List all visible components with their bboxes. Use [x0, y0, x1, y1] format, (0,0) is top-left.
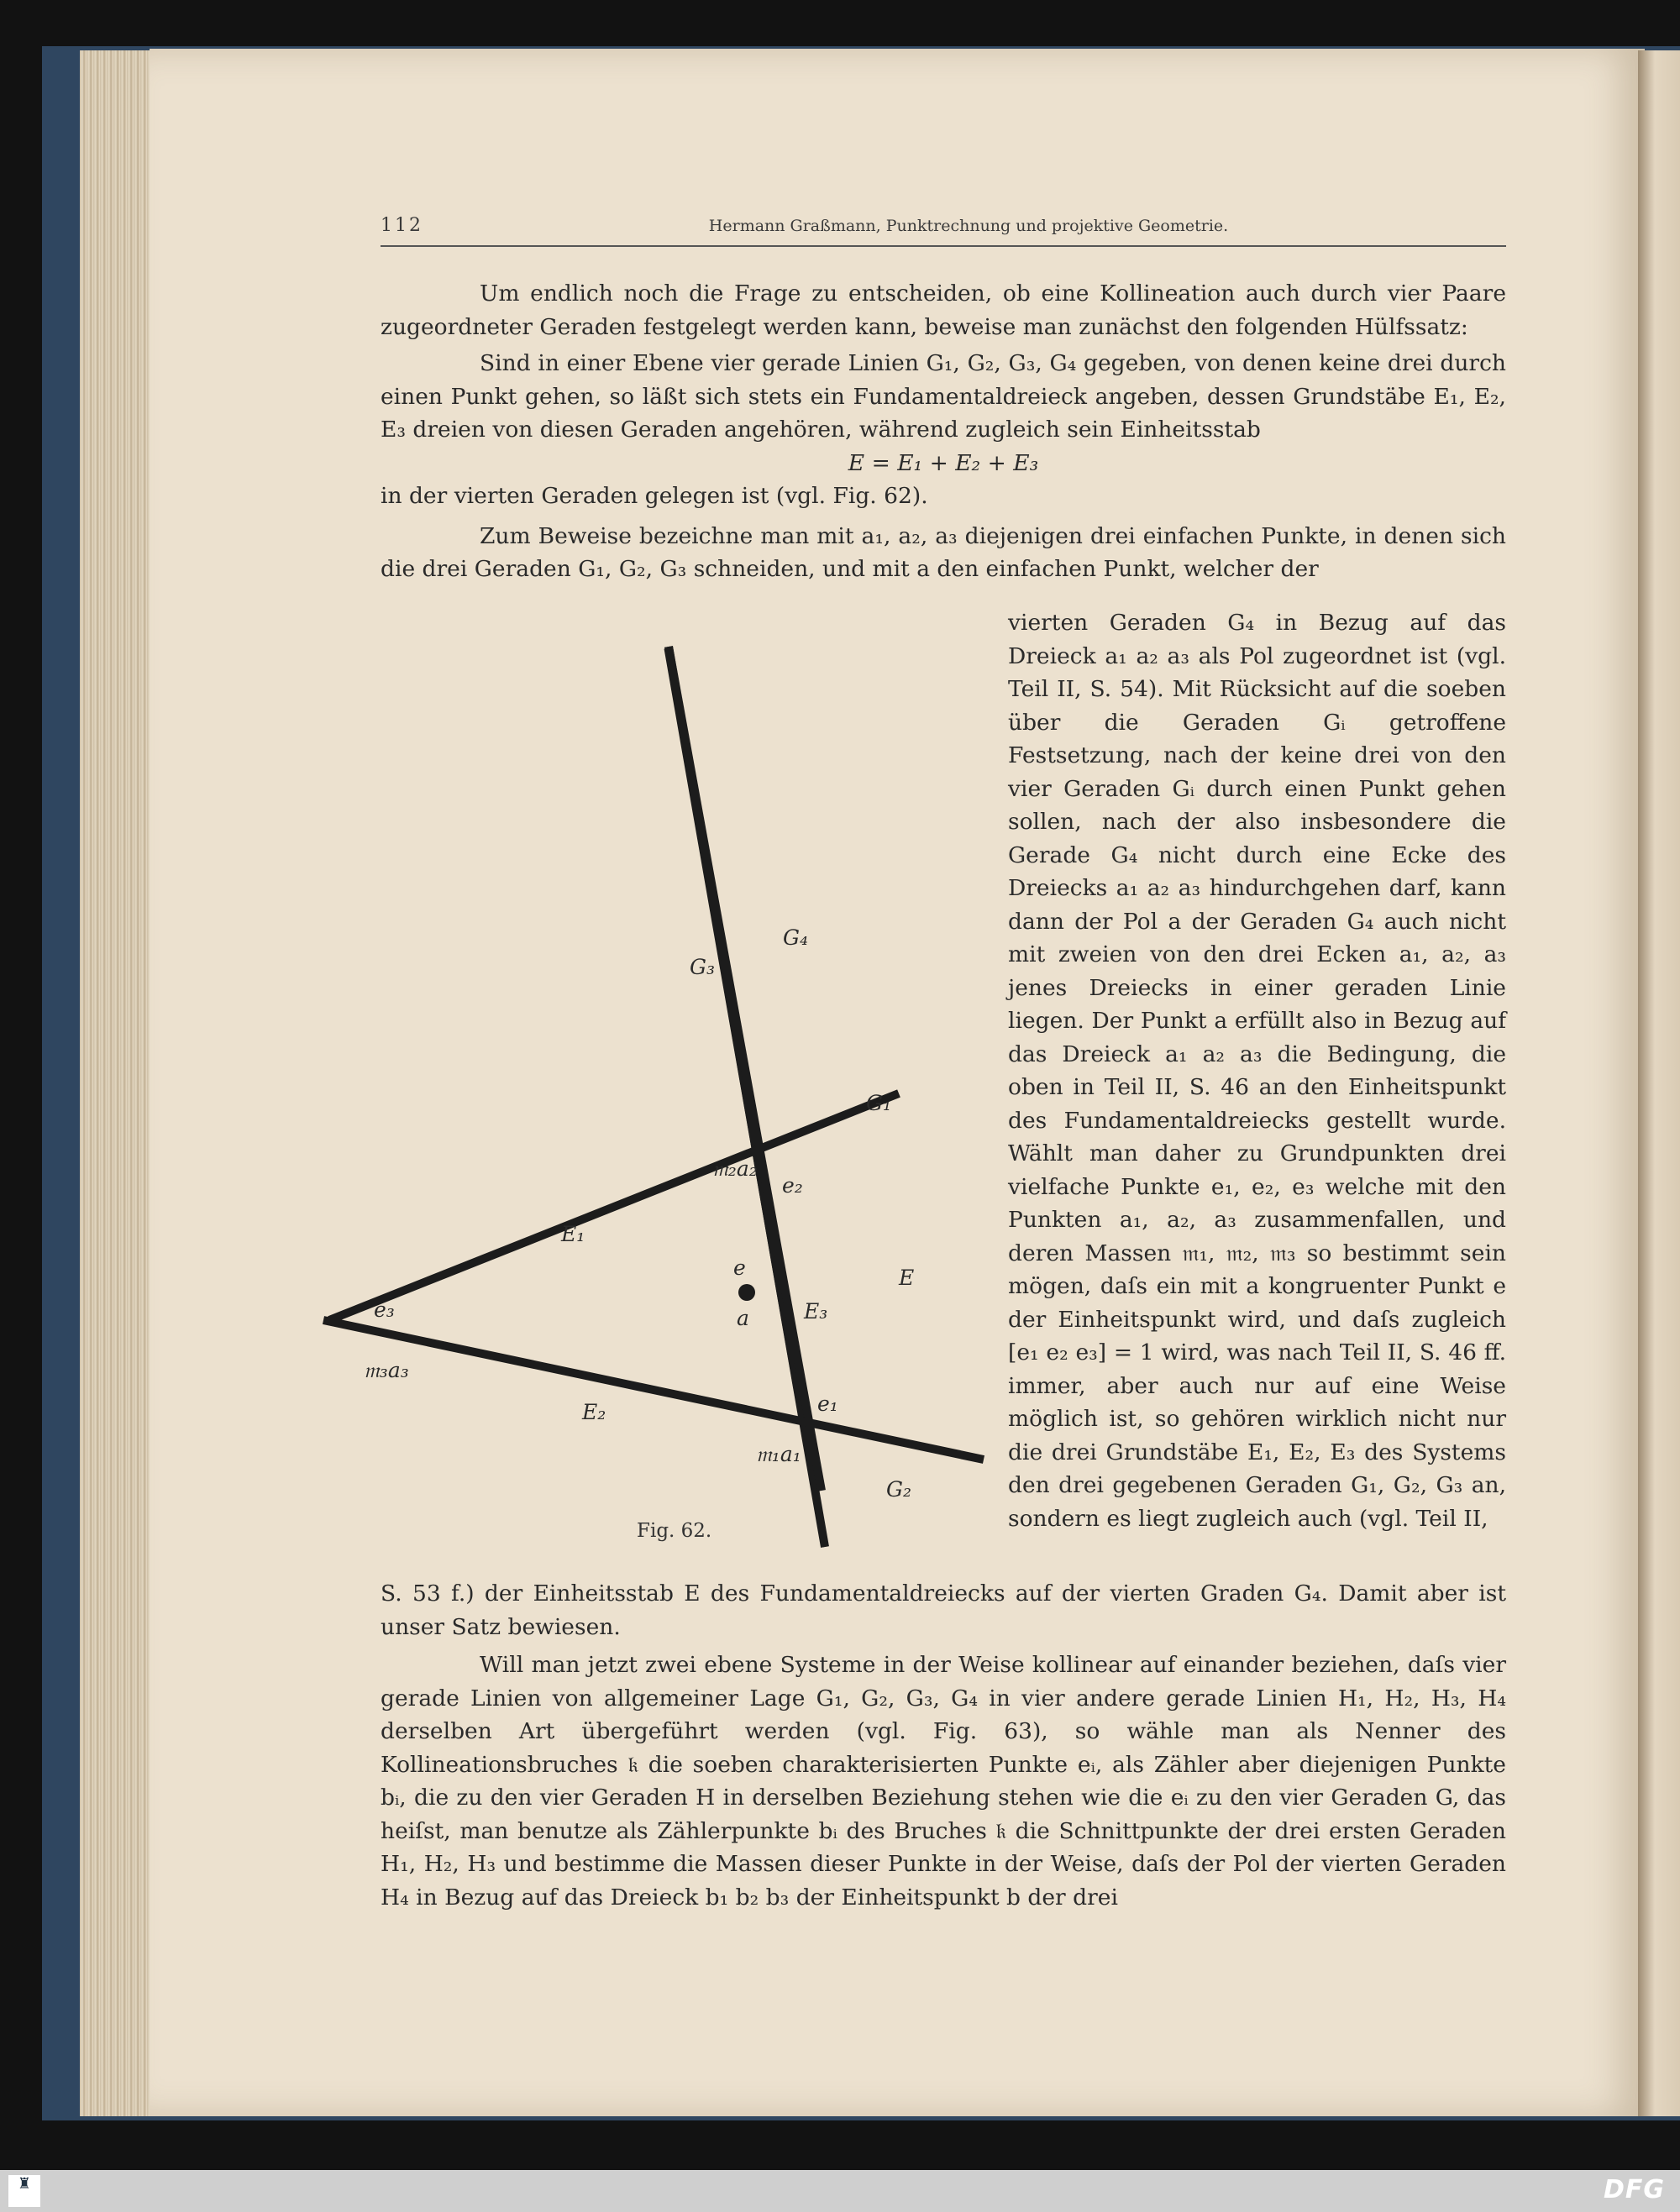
label-e: e	[733, 1255, 746, 1280]
body-text-top	[381, 277, 1506, 586]
formula-unit-bar: E = E₁ + E₂ + E₃	[848, 449, 1039, 476]
paragraph-intro: Um endlich noch die Frage zu entscheiden, ob eine Kollineation auch durch vier Paare zugeordneter Geraden festgelegt werden kann, beweise man zunächst den folgenden Hülfssatz:	[381, 280, 1506, 340]
page-number: 112	[381, 215, 423, 236]
figure-62	[315, 638, 995, 1562]
paragraph-collineation: Will man jetzt zwei ebene Systeme in der Weise kollinear auf einander beziehen, daſs vier gerade Linien von allgemeiner Lage G₁, G₂, G₃, G₄ in vier andere gerade Linien H₁, H₂, H₃, H₄ derselben Art übergeführt werden (vgl. Fig. 63), so wähle man als Nenner des Kollineationsbruches 𝔨 die soeben charakterisierten Punkte eᵢ, als Zähler aber diejenigen Punkte bᵢ, die zu den vier Geraden H in derselben Beziehung stehen wie die eᵢ zu den vier Geraden G, das heiſst, man benutze als Zählerpunkte bᵢ des Bruches 𝔨 die Schnittpunkte der drei ersten Geraden H₁, H₂, H₃ und bestimme die Massen dieser Punkte in der Weise, daſs der Pol der vierten Geraden H₄ in Bezug auf das Dreieck b₁ b₂ b₃ der Einheitspunkt b der drei	[381, 1652, 1506, 1911]
library-logo	[8, 2175, 40, 2207]
paragraph-theorem: Sind in einer Ebene vier gerade Linien G₁, G₂, G₃, G₄ gegeben, von denen keine drei durch einen Punkt gehen, so läßt sich stets ein Fundamentaldreieck angeben, dessen Grundstäbe E₁, E₂, E₃ dreien von diesen Geraden angehören, während zugleich sein Einheitsstab	[381, 350, 1506, 443]
label-e3-bar: E₃	[804, 1299, 828, 1324]
label-e2: e₂	[782, 1173, 803, 1198]
label-g1: G₁	[866, 1091, 891, 1115]
label-e1: e₁	[817, 1392, 838, 1416]
running-title: Hermann Graßmann, Punktrechnung und projektive Geometrie.	[708, 217, 1229, 235]
label-g3: G₃	[690, 955, 715, 979]
label-e-bar: E	[899, 1266, 915, 1290]
label-a: a	[737, 1306, 749, 1330]
paragraph-proof-narrow: vierten Geraden G₄ in Bezug auf das Dreieck a₁ a₂ a₃ als Pol zugeordnet ist (vgl. Teil II, S. 54). Mit Rücksicht auf die soeben über die Geraden Gᵢ getroffene Festsetzung, nach der keine drei von den vier Geraden Gᵢ durch einen Punkt gehen sollen, nach der also insbesondere die Gerade G₄ nicht durch eine Ecke des Dreiecks a₁ a₂ a₃ hindurchgehen darf, kann dann der Pol a der Geraden G₄ auch nicht mit zweien von den drei Ecken a₁, a₂, a₃ jenes Dreiecks in einer geraden Linie liegen. Der Punkt a erfüllt also in Bezug auf das Dreieck a₁ a₂ a₃ die Bedingung, die oben in Teil II, S. 46 an den Einheitspunkt des Fundamentaldreiecks gestellt wurde. Wählt man daher zu Grundpunkten drei vielfache Punkte e₁, e₂, e₃ welche mit den Punkten a₁, a₂, a₃ zusammenfallen, und deren Massen 𝔪₁, 𝔪₂, 𝔪₃ so bestimmt sein mögen, daſs ein mit a kongruenter Punkt e der Einheitspunkt wird, und daſs zugleich [e₁ e₂ e₃] = 1 wird, was nach Teil II, S. 46 ff. immer, aber auch nur auf eine Weise möglich ist, so gehören wirklich nicht nur die drei Grundstäbe E₁, E₂, E₃ des Systems den drei gegebenen Geraden G₁, G₂, G₃ an, sondern es liegt zugleich auch (vgl. Teil II,	[1008, 610, 1506, 1532]
label-g4: G₄	[783, 925, 808, 950]
figure-62-labels	[315, 638, 995, 1562]
figure-caption: Fig. 62.	[637, 1520, 712, 1542]
label-e3: e₃	[374, 1297, 395, 1322]
paragraph-proof-end: S. 53 f.) der Einheitsstab E des Fundamentaldreiecks auf der vierten Graden G₄. Damit aber ist unser Satz bewiesen.	[381, 1580, 1506, 1640]
library-logo-icon: ♜	[17, 2175, 32, 2193]
running-header	[381, 212, 1506, 247]
label-m3a3: 𝔪₃a₃	[364, 1358, 409, 1382]
paragraph-proof-start: Zum Beweise bezeichne man mit a₁, a₂, a₃ diejenigen drei einfachen Punkte, in denen sich die drei Geraden G₁, G₂, G₃ schneiden, und mit a den einfachen Punkt, welcher der	[381, 522, 1506, 582]
paragraph-theorem-end: in der vierten Geraden gelegen ist (vgl. Fig. 62).	[381, 483, 928, 509]
next-page-edge	[1638, 50, 1680, 2116]
label-g2: G₂	[886, 1477, 911, 1502]
label-e2-bar: E₂	[582, 1400, 606, 1424]
page-edges	[80, 50, 155, 2116]
label-m2a2: 𝔪₂a₂	[712, 1156, 758, 1181]
dfg-logo: DFG	[1603, 2175, 1665, 2204]
viewer-footer	[0, 2170, 1680, 2212]
body-text-beside-figure	[1008, 606, 1506, 1535]
label-m1a1: 𝔪₁a₁	[756, 1442, 801, 1466]
label-e1-bar: E₁	[561, 1222, 585, 1246]
body-text-bottom	[381, 1577, 1506, 1914]
